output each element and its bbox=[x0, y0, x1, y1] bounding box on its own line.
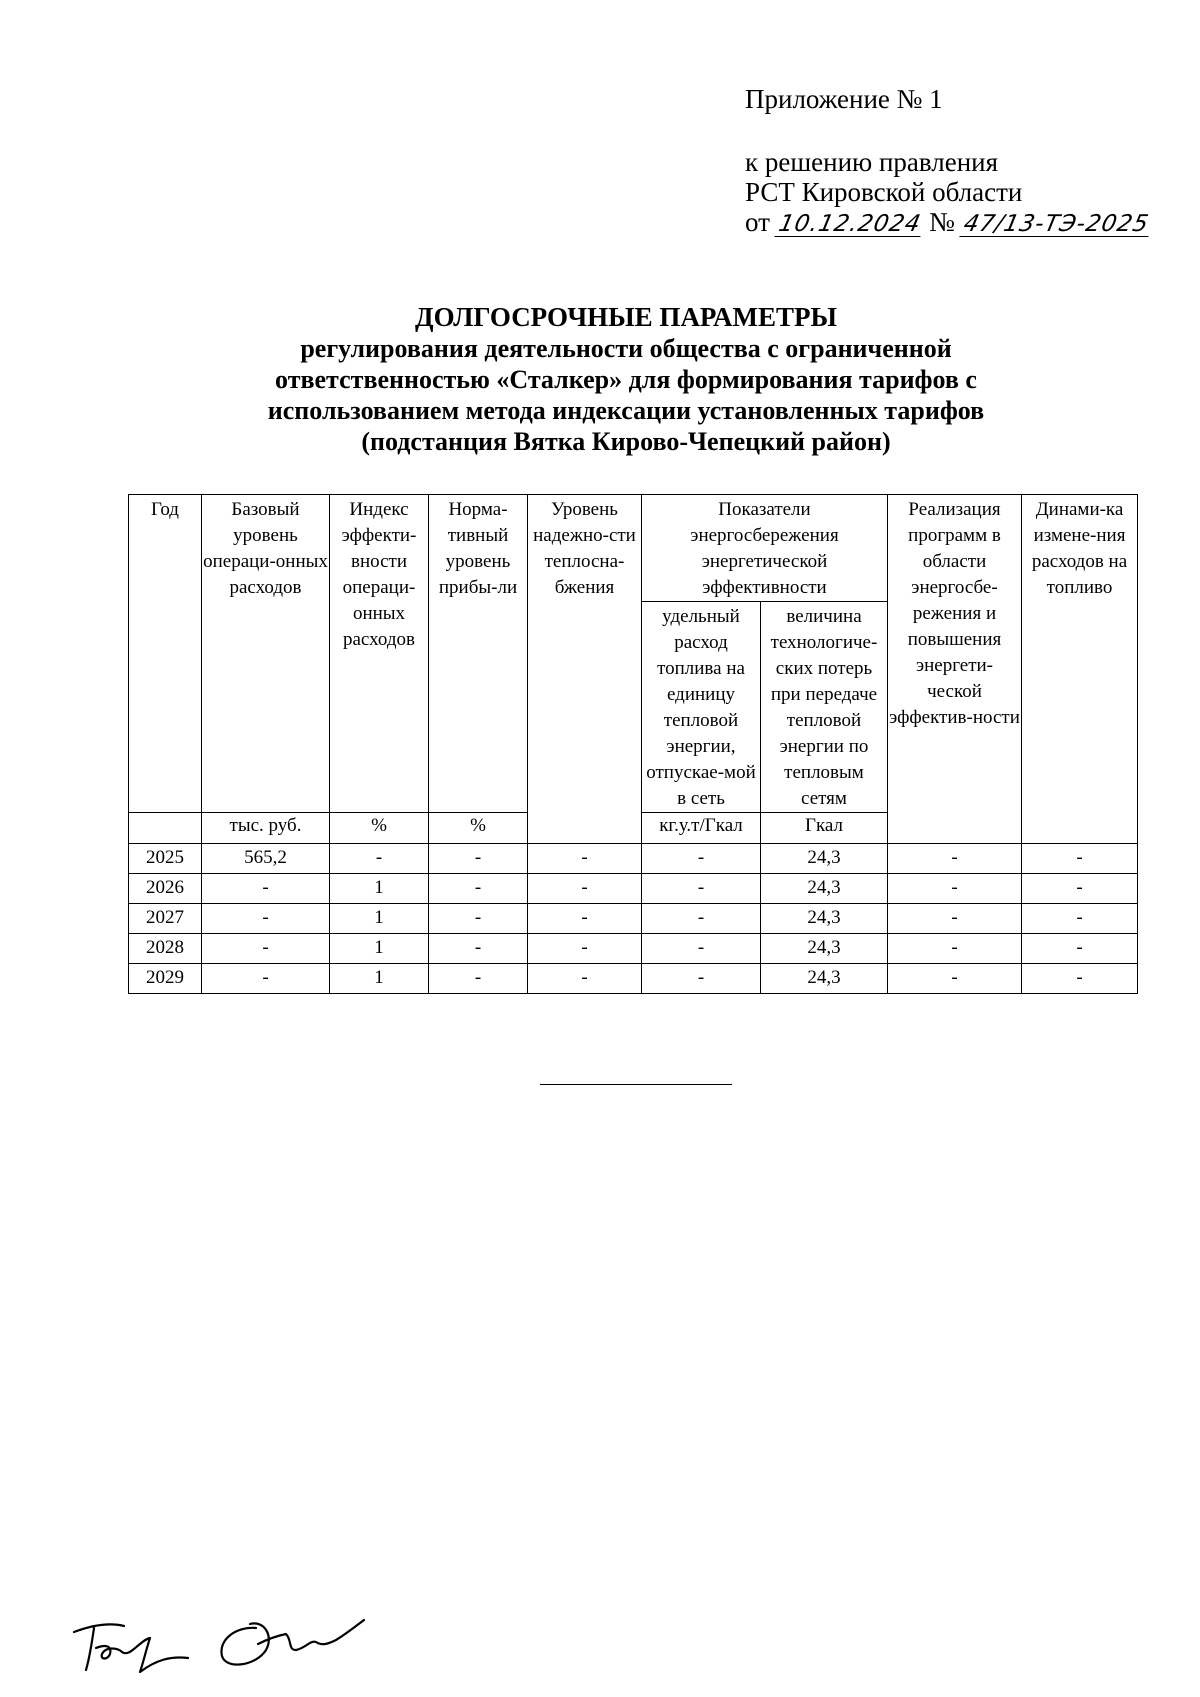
cell-normative-profit: - bbox=[429, 964, 528, 994]
header-normative-profit: Норма-тивный уровень прибы-ли bbox=[429, 495, 528, 813]
unit-specific-fuel: кг.у.т/Гкал bbox=[642, 813, 761, 844]
appendix-block bbox=[745, 84, 1150, 237]
parameters-table bbox=[128, 494, 1138, 994]
cell-year: 2025 bbox=[129, 844, 202, 874]
cell-losses: 24,3 bbox=[761, 934, 888, 964]
cell-programs: - bbox=[888, 964, 1022, 994]
header-programs: Реализация программ в области энергосбе-режения и повышения энергети-ческой эффектив-ности bbox=[888, 495, 1022, 844]
handwritten-date: 10.12.2024 bbox=[776, 211, 924, 237]
appendix-date-number-line bbox=[745, 207, 1150, 237]
cell-base-level: - bbox=[202, 964, 330, 994]
header-specific-fuel: удельный расход топлива на единицу тепловой энергии, отпускае-мой в сеть bbox=[642, 602, 761, 813]
cell-specific-fuel: - bbox=[642, 934, 761, 964]
header-losses: величина технологиче-ских потерь при передаче тепловой энергии по тепловым сетям bbox=[761, 602, 888, 813]
cell-specific-fuel: - bbox=[642, 844, 761, 874]
header-year: Год bbox=[129, 495, 202, 813]
appendix-authority-line: РСТ Кировской области bbox=[745, 177, 1023, 207]
table-row bbox=[129, 844, 1138, 874]
header-fuel-dynamics: Динами-ка измене-ния расходов на топливо bbox=[1022, 495, 1138, 844]
header-reliability: Уровень надежно-сти теплосна-бжения bbox=[528, 495, 642, 844]
title-main: ДОЛГОСРОЧНЫЕ ПАРАМЕТРЫ bbox=[415, 302, 837, 332]
cell-reliability: - bbox=[528, 904, 642, 934]
cell-fuel-dynamics: - bbox=[1022, 904, 1138, 934]
header-efficiency-index: Индекс эффекти-вности операци-онных расходов bbox=[330, 495, 429, 813]
unit-year bbox=[129, 813, 202, 844]
cell-efficiency-index: 1 bbox=[330, 934, 429, 964]
header-energy-saving-group: Показатели энергосбережения энергетической эффективности bbox=[642, 495, 888, 602]
unit-losses: Гкал bbox=[761, 813, 888, 844]
header-row-1 bbox=[129, 495, 1138, 602]
unit-base-level: тыс. руб. bbox=[202, 813, 330, 844]
cell-efficiency-index: 1 bbox=[330, 874, 429, 904]
cell-specific-fuel: - bbox=[642, 874, 761, 904]
unit-normative-profit: % bbox=[429, 813, 528, 844]
document-title bbox=[130, 302, 1122, 457]
cell-reliability: - bbox=[528, 844, 642, 874]
title-line-2: ответственностью «Сталкер» для формирования тарифов с bbox=[275, 365, 977, 394]
cell-reliability: - bbox=[528, 934, 642, 964]
handwritten-signature bbox=[60, 1600, 380, 1680]
cell-year: 2028 bbox=[129, 934, 202, 964]
appendix-decision-line: к решению правления bbox=[745, 147, 999, 177]
table-row bbox=[129, 964, 1138, 994]
cell-specific-fuel: - bbox=[642, 904, 761, 934]
cell-programs: - bbox=[888, 844, 1022, 874]
cell-base-level: - bbox=[202, 874, 330, 904]
cell-year: 2027 bbox=[129, 904, 202, 934]
handwritten-number: 47/13-ТЭ-2025 bbox=[961, 211, 1152, 237]
cell-base-level: - bbox=[202, 904, 330, 934]
cell-year: 2029 bbox=[129, 964, 202, 994]
header-base-level: Базовый уровень операци-онных расходов bbox=[202, 495, 330, 813]
cell-losses: 24,3 bbox=[761, 844, 888, 874]
title-line-3: использованием метода индексации установленных тарифов bbox=[267, 396, 985, 425]
end-divider bbox=[540, 1084, 732, 1085]
cell-losses: 24,3 bbox=[761, 874, 888, 904]
title-line-4: (подстанция Вятка Кирово-Чепецкий район) bbox=[361, 427, 891, 456]
cell-normative-profit: - bbox=[429, 934, 528, 964]
cell-normative-profit: - bbox=[429, 904, 528, 934]
cell-losses: 24,3 bbox=[761, 964, 888, 994]
cell-programs: - bbox=[888, 874, 1022, 904]
number-prefix: № bbox=[929, 207, 955, 237]
cell-programs: - bbox=[888, 934, 1022, 964]
cell-losses: 24,3 bbox=[761, 904, 888, 934]
cell-year: 2026 bbox=[129, 874, 202, 904]
cell-fuel-dynamics: - bbox=[1022, 934, 1138, 964]
cell-reliability: - bbox=[528, 964, 642, 994]
cell-fuel-dynamics: - bbox=[1022, 844, 1138, 874]
table-row bbox=[129, 874, 1138, 904]
table-row bbox=[129, 904, 1138, 934]
cell-specific-fuel: - bbox=[642, 964, 761, 994]
table-row bbox=[129, 934, 1138, 964]
cell-reliability: - bbox=[528, 874, 642, 904]
cell-programs: - bbox=[888, 904, 1022, 934]
cell-base-level: - bbox=[202, 934, 330, 964]
cell-efficiency-index: - bbox=[330, 844, 429, 874]
cell-fuel-dynamics: - bbox=[1022, 964, 1138, 994]
cell-base-level: 565,2 bbox=[202, 844, 330, 874]
unit-efficiency-index: % bbox=[330, 813, 429, 844]
cell-fuel-dynamics: - bbox=[1022, 874, 1138, 904]
title-line-1: регулирования деятельности общества с ограниченной bbox=[300, 334, 952, 363]
appendix-title: Приложение № 1 bbox=[745, 84, 943, 114]
cell-efficiency-index: 1 bbox=[330, 964, 429, 994]
date-prefix: от bbox=[745, 207, 770, 237]
cell-efficiency-index: 1 bbox=[330, 904, 429, 934]
cell-normative-profit: - bbox=[429, 844, 528, 874]
cell-normative-profit: - bbox=[429, 874, 528, 904]
